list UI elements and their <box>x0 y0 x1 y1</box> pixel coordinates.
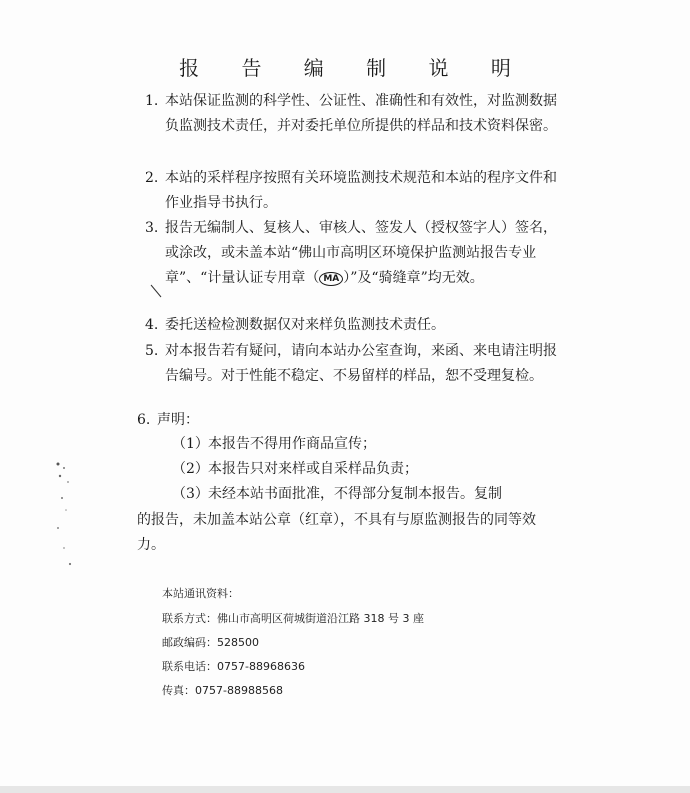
item-text-part: ）”及“骑缝章”均无效。 <box>343 270 484 286</box>
contact-heading: 本站通讯资料： <box>162 587 239 600</box>
statement-index: （3） <box>172 486 209 502</box>
item-number: 1. <box>145 93 159 109</box>
statement-text: 本报告只对来样或自采样品负责； <box>208 461 418 477</box>
item-text: 委托送检检测数据仅对来样负监测技术责任。 <box>165 317 445 333</box>
item-text: 对本报告若有疑问，请向本站办公室查询，来函、来电请注明报告编号。对于性能不稳定、不易留样的样品，恕不受理复检。 <box>165 343 557 384</box>
contact-phone: 联系电话：0757-88968636 <box>162 660 305 673</box>
item-number: 5. <box>145 343 159 359</box>
list-item <box>145 166 560 216</box>
list-item <box>145 216 560 291</box>
item-text-part: 报告无编制人、复核人、审核人、签发人（授权签字人）签名，或涂改，或未盖本站“佛山市高明区环境保护监测站报告专业章”、“计量认证专用章（ <box>165 220 557 286</box>
item-text <box>145 216 560 291</box>
list-item <box>145 339 560 389</box>
page-title: 报 告 编 制 说 明 <box>179 56 529 80</box>
scan-mark <box>150 284 162 298</box>
item-number: 2. <box>145 170 159 186</box>
contact-postcode: 邮政编码：528500 <box>162 636 259 649</box>
statement-index: （1） <box>172 436 209 452</box>
contact-fax: 传真：0757-88988568 <box>162 684 283 697</box>
contact-address: 联系方式：佛山市高明区荷城街道沿江路 318 号 3 座 <box>162 612 424 625</box>
statement-line <box>172 432 376 457</box>
statement-line <box>172 457 418 482</box>
scan-smudge <box>52 458 76 570</box>
list-item <box>137 408 552 433</box>
list-item <box>145 89 560 139</box>
cma-mark: MA <box>319 272 343 286</box>
item-text: 声明： <box>157 412 199 428</box>
page-bottom-edge <box>0 786 690 793</box>
item-number: 3. <box>145 220 159 236</box>
statement-text: 未经本站书面批准，不得部分复制本报告。复制 <box>208 486 502 502</box>
item-text: 本站保证监测的科学性、公证性、准确性和有效性，对监测数据负监测技术责任，并对委托单位所提供的样品和技术资料保密。 <box>165 93 557 134</box>
statement-continuation: 的报告，未加盖本站公章（红章），不具有与原监测报告的同等效力。 <box>137 512 536 553</box>
statement-text: 本报告不得用作商品宣传； <box>208 436 376 452</box>
item-text: 本站的采样程序按照有关环境监测技术规范和本站的程序文件和作业指导书执行。 <box>165 170 557 211</box>
statement-index: （2） <box>172 461 209 477</box>
statement-line <box>172 482 502 507</box>
item-number: 6. <box>137 412 151 428</box>
item-number: 4. <box>145 317 159 333</box>
list-item <box>145 313 560 338</box>
